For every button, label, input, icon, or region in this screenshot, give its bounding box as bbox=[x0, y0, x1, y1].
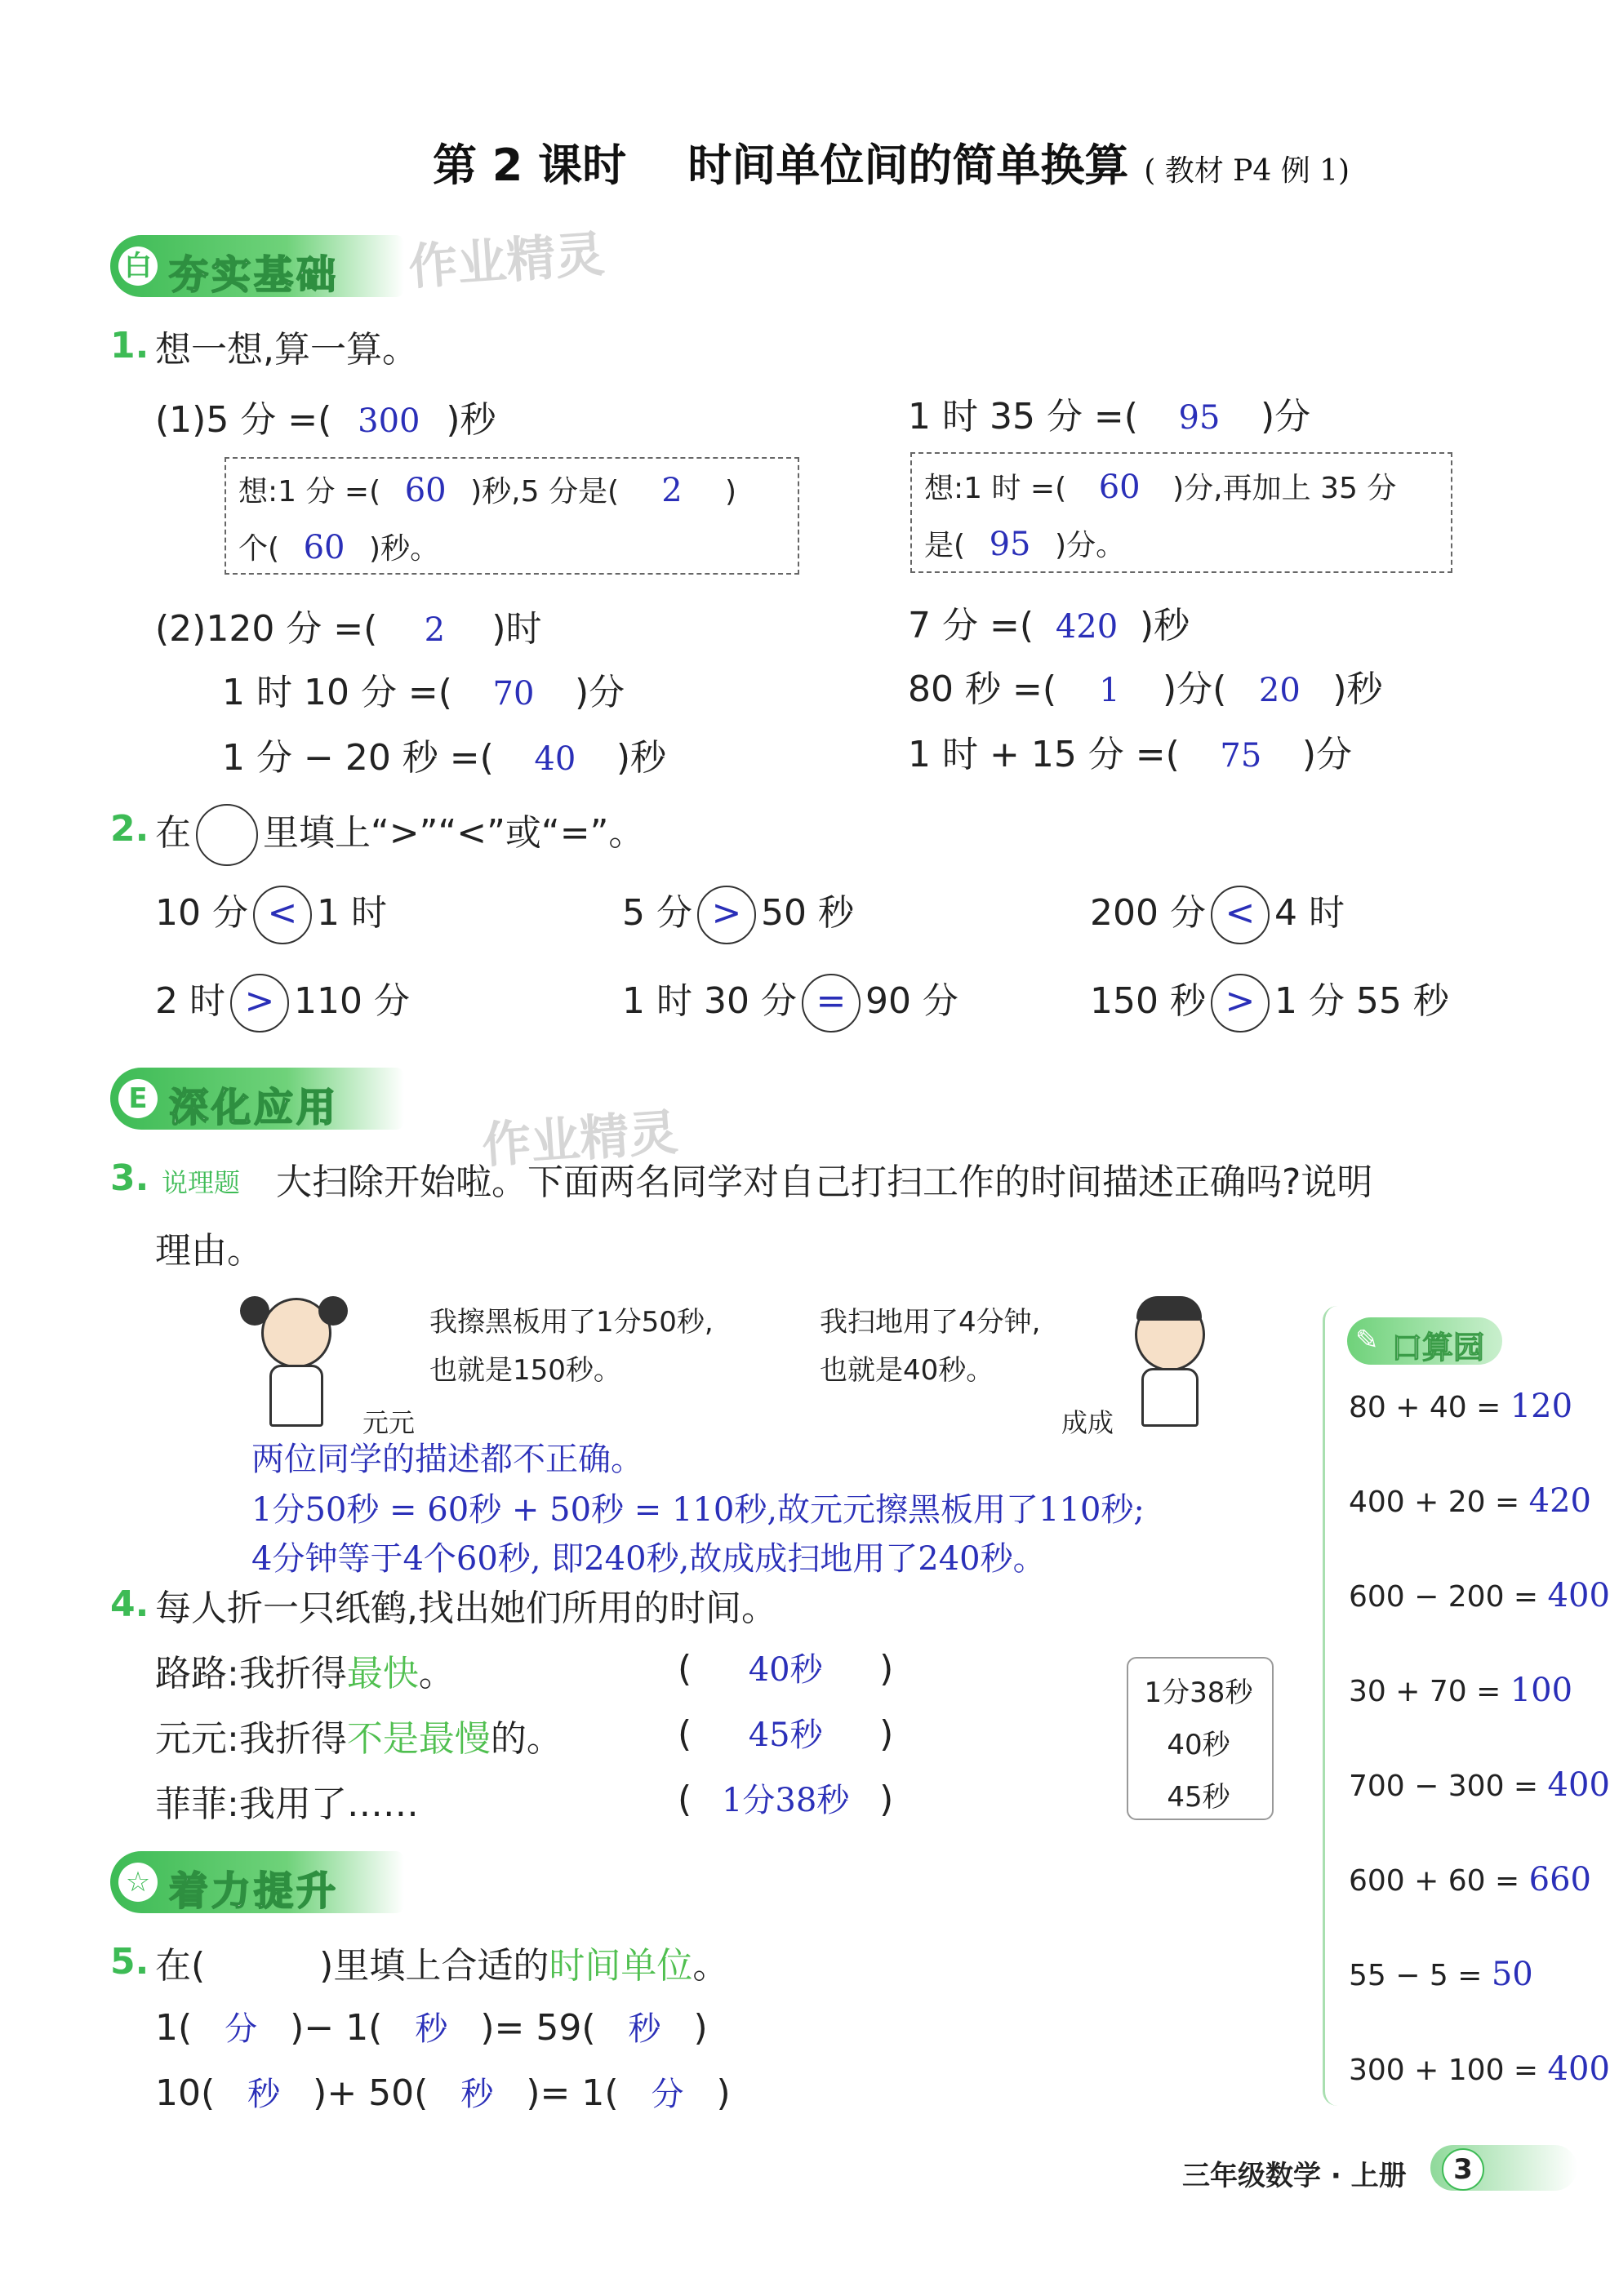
option-item: 40秒 bbox=[1167, 1729, 1230, 1761]
answer: 420 bbox=[1055, 608, 1119, 646]
boy-speech: 我扫地用了4分钟, 也就是40秒。 bbox=[820, 1306, 1041, 1387]
q1-a: (1)5 分 =( 300 )秒 bbox=[155, 399, 496, 441]
comparison-circle: < bbox=[253, 886, 312, 944]
section-icon: 白 bbox=[118, 246, 158, 286]
question-prompt: 想一想,算一算。 bbox=[155, 329, 418, 371]
footer-book: 三年级数学 · 上册 bbox=[1182, 2160, 1407, 2192]
question-number: 4. bbox=[110, 1583, 149, 1625]
sidebar-title-badge bbox=[1347, 1317, 1502, 1365]
lesson-title: 时间单位间的简单换算 bbox=[687, 140, 1129, 191]
answer: 75 bbox=[1220, 737, 1262, 775]
answer: 秒 bbox=[415, 2010, 448, 2048]
comparison-item: 150 秒 > 1 分 55 秒 bbox=[1090, 971, 1449, 1033]
answer: 1 bbox=[1099, 672, 1120, 709]
question-prompt-cont: 理由。 bbox=[155, 1230, 263, 1272]
mental-math-item: 55 − 5 = 50 bbox=[1349, 1956, 1533, 1993]
comparison-circle: < bbox=[1211, 886, 1270, 944]
sidebar-title: 口算园 bbox=[1391, 1330, 1485, 1366]
comparison-circle: > bbox=[1211, 974, 1270, 1033]
section-label: 夯实基础 bbox=[169, 252, 340, 298]
boy-name: 成成 bbox=[1061, 1407, 1114, 1438]
watermark: 作业精灵 bbox=[480, 1104, 680, 1175]
answer: 秒 bbox=[460, 2076, 494, 2113]
section-banner-improve bbox=[110, 1851, 404, 1913]
q1-g: 1 分 − 20 秒 =( 40 )秒 bbox=[222, 737, 666, 779]
question-prompt: 在( )里填上合适的时间单位。 bbox=[155, 1945, 729, 1987]
mental-math-item: 600 + 60 = 660 bbox=[1349, 1861, 1591, 1899]
hint-line: 想:1 时 =( 60 )分,再加上 35 分 bbox=[924, 469, 1397, 506]
mental-math-item: 30 + 70 = 100 bbox=[1349, 1672, 1573, 1709]
page-title bbox=[433, 131, 1350, 193]
girl-speech: 我擦黑板用了1分50秒, 也就是150秒。 bbox=[429, 1306, 714, 1387]
page-number-badge bbox=[1430, 2145, 1577, 2191]
hint-line: 个( 60 )秒。 bbox=[238, 529, 440, 566]
boy-body bbox=[1141, 1368, 1199, 1427]
section-banner-apply bbox=[110, 1068, 404, 1130]
q4-answer: ( 40秒 ) bbox=[678, 1648, 894, 1690]
answer: 20 bbox=[1258, 672, 1301, 709]
comparison-item: 10 分 < 1 时 bbox=[155, 883, 387, 944]
answer: 分 bbox=[651, 2076, 684, 2113]
watermark: 作业精灵 bbox=[407, 225, 607, 297]
lesson-label: 第 2 课时 bbox=[433, 140, 627, 191]
question-number: 1. bbox=[110, 325, 149, 366]
mental-math-item: 300 + 100 = 400 bbox=[1349, 2050, 1610, 2088]
answer: 300 bbox=[358, 402, 420, 440]
hint-line: 是( 95 )分。 bbox=[924, 526, 1126, 563]
q4-answer: ( 45秒 ) bbox=[678, 1713, 894, 1755]
q1-h: 1 时 + 15 分 =( 75 )分 bbox=[908, 734, 1352, 775]
q1-d: 7 分 =( 420 )秒 bbox=[908, 605, 1190, 646]
q3-answer-line: 4分钟等于4个60秒, 即240秒,故成成扫地用了240秒。 bbox=[251, 1540, 1046, 1578]
comparison-circle: > bbox=[697, 886, 756, 944]
pencil-icon: ✎ bbox=[1355, 1324, 1379, 1357]
comparison-circle: > bbox=[230, 974, 289, 1033]
q4-row: 菲菲:我用了…… bbox=[155, 1783, 419, 1825]
q4-answer: ( 1分38秒 ) bbox=[678, 1779, 894, 1820]
q1-e: 1 时 10 分 =( 70 )分 bbox=[222, 672, 625, 713]
comparison-circle: = bbox=[802, 974, 861, 1033]
answer: 40 bbox=[534, 740, 576, 778]
section-label: 着力提升 bbox=[169, 1868, 340, 1914]
question-prompt: 在 里填上“>”“<”或“=”。 bbox=[155, 803, 644, 866]
question-prompt: 每人折一只纸鹤,找出她们所用的时间。 bbox=[155, 1588, 777, 1629]
section-icon: ☆ bbox=[118, 1863, 158, 1902]
section-label: 深化应用 bbox=[169, 1085, 340, 1130]
section-banner-basic bbox=[110, 235, 404, 297]
q3-answer-line: 两位同学的描述都不正确。 bbox=[251, 1441, 643, 1478]
answer: 95 bbox=[1178, 399, 1221, 437]
mental-math-item: 400 + 20 = 420 bbox=[1349, 1482, 1591, 1520]
option-item: 45秒 bbox=[1167, 1781, 1230, 1814]
girl-illustration bbox=[237, 1290, 351, 1428]
q3-answer-line: 1分50秒 = 60秒 + 50秒 = 110秒,故元元擦黑板用了110秒; bbox=[251, 1491, 1145, 1529]
question-number: 5. bbox=[110, 1941, 149, 1983]
option-item: 1分38秒 bbox=[1144, 1676, 1253, 1709]
answer: 秒 bbox=[628, 2010, 661, 2048]
girl-name: 元元 bbox=[362, 1407, 416, 1438]
boy-illustration bbox=[1119, 1290, 1216, 1428]
mental-math-item: 600 − 200 = 400 bbox=[1349, 1577, 1610, 1614]
mental-math-item: 700 − 300 = 400 bbox=[1349, 1766, 1610, 1804]
question-tag: 说理题 bbox=[162, 1167, 241, 1198]
empty-circle-icon bbox=[196, 804, 258, 866]
q4-row: 路路:我折得最快。 bbox=[155, 1653, 455, 1694]
question-prompt: 大扫除开始啦。下面两名同学对自己打扫工作的时间描述正确吗?说明 bbox=[276, 1161, 1373, 1203]
q5-row: 1( 分 )− 1( 秒 )= 59( 秒 ) bbox=[155, 2003, 708, 2050]
mental-math-item: 80 + 40 = 120 bbox=[1349, 1388, 1573, 1425]
q5-row: 10( 秒 )+ 50( 秒 )= 1( 分 ) bbox=[155, 2068, 731, 2115]
comparison-item: 200 分 < 4 时 bbox=[1090, 883, 1345, 944]
q1-f: 80 秒 =( 1 )分( 20 )秒 bbox=[908, 668, 1383, 710]
comparison-item: 2 时 > 110 分 bbox=[155, 971, 410, 1033]
girl-body bbox=[269, 1365, 323, 1427]
page-number: 3 bbox=[1442, 2148, 1484, 2191]
girl-hair-left bbox=[240, 1296, 269, 1326]
textbook-ref: ( 教材 P4 例 1) bbox=[1144, 154, 1350, 188]
hint-line: 想:1 分 =( 60 )秒,5 分是( 2 ) bbox=[238, 472, 737, 509]
comparison-item: 1 时 30 分 = 90 分 bbox=[622, 971, 958, 1033]
boy-hair bbox=[1136, 1296, 1202, 1321]
answer: 2 bbox=[424, 611, 446, 649]
section-icon: E bbox=[118, 1079, 158, 1118]
q1-c: (2)120 分 =( 2 )时 bbox=[155, 608, 542, 650]
girl-hair-right bbox=[318, 1296, 348, 1326]
answer: 秒 bbox=[247, 2076, 281, 2113]
question-number: 3. bbox=[110, 1157, 149, 1199]
answer: 70 bbox=[492, 675, 535, 713]
question-number: 2. bbox=[110, 808, 149, 850]
q4-row: 元元:我折得不是最慢的。 bbox=[155, 1718, 563, 1760]
answer: 分 bbox=[225, 2010, 258, 2048]
q1-b: 1 时 35 分 =( 95 )分 bbox=[908, 396, 1311, 437]
comparison-item: 5 分 > 50 秒 bbox=[622, 883, 854, 944]
